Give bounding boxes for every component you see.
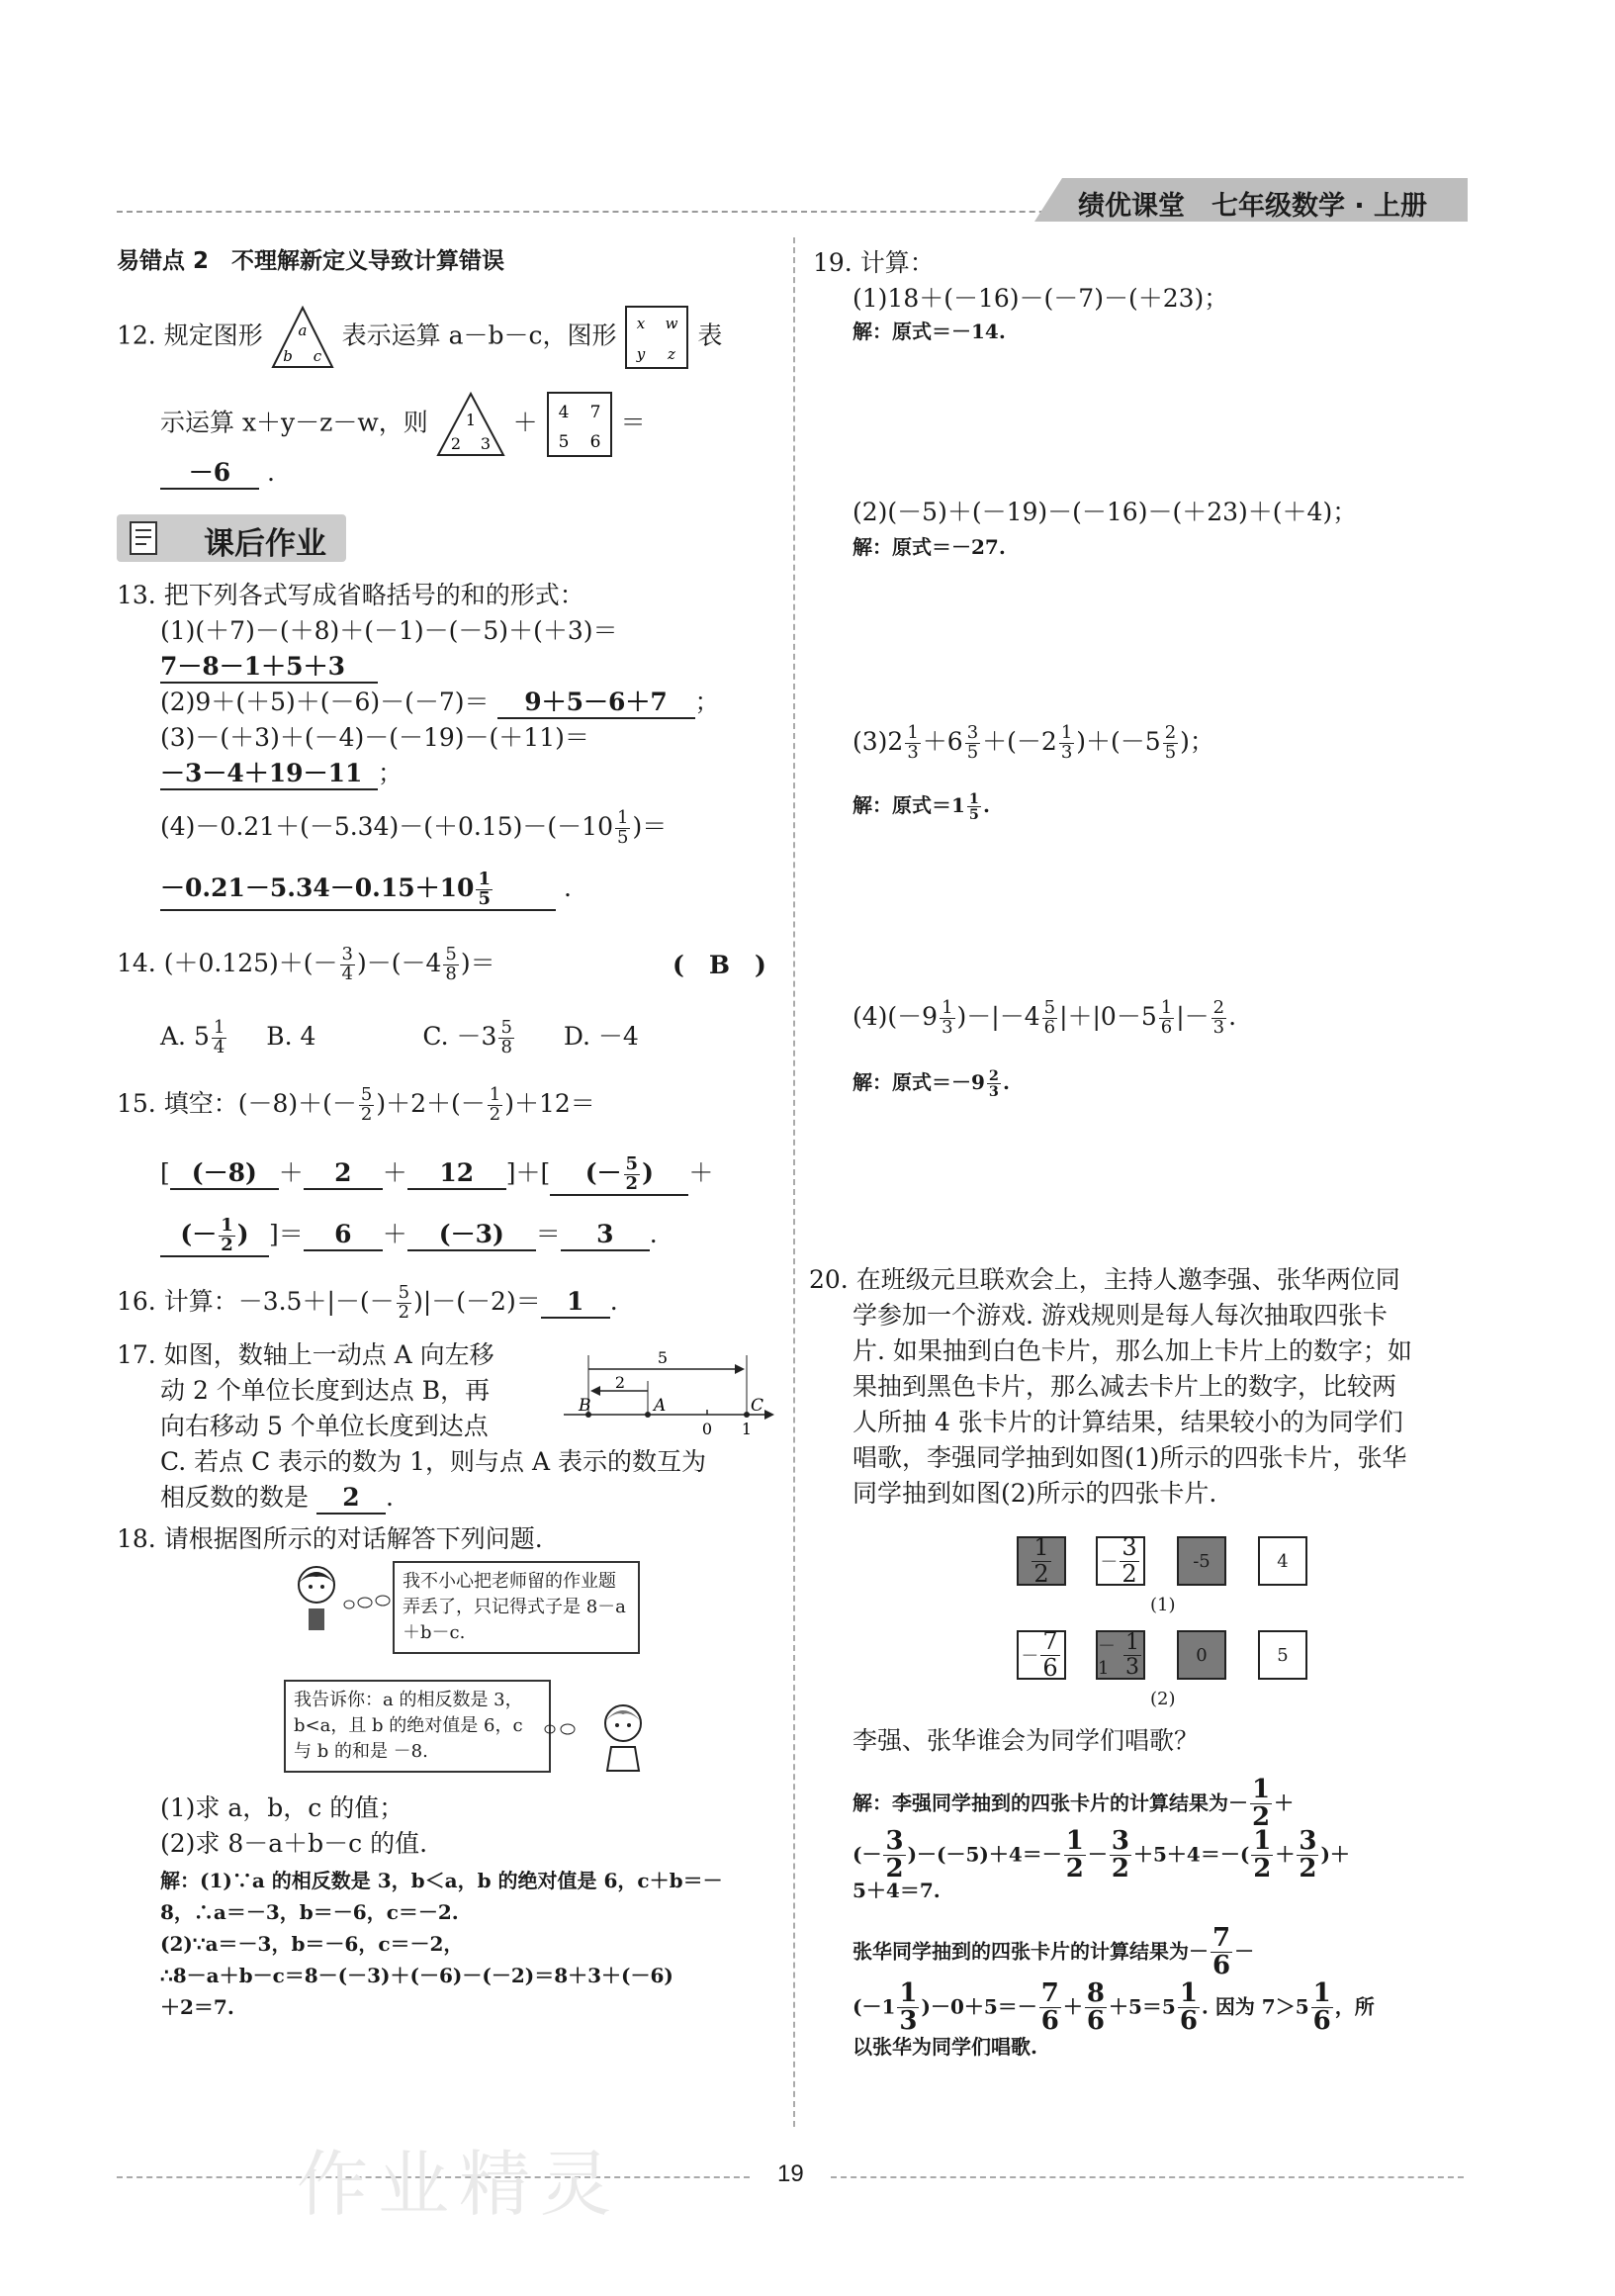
q12-line1: 12. 规定图形 a b c 表示运算 a－b－c，图形 x w y z 表 [117,305,722,370]
q20-sol-5: (－1 $\frac{1}{3}$ )－0＋5＝－ $\frac{7}{6}$ ＋ $\frac{8}{6}$ ＋5＝5 $\frac{1}{6}$ . 因为 7＞5 $\frac{1}{6}$ ，所 [852,1978,1375,2037]
q13-stem: 13. 把下列各式写成省略括号的和的形式： [117,581,584,609]
q13-a3: －3－4＋19－11 ； [160,758,403,790]
q13-a4: －0.21－5.34－0.15＋10 $\frac{1}{5}$ . [160,869,572,909]
q20-sol-1: 解：李强同学抽到的四张卡片的计算结果为－ $\frac{1}{2}$ ＋ [852,1775,1295,1833]
q15-stem: 15. 填空：(－8)＋(－ $\frac{5}{2}$ )＋2＋(－ $\frac{1}{2}$ )＋12＝ [117,1084,595,1125]
card-black-neg5: -5 [1177,1536,1226,1586]
q13-p3: (3)－(＋3)＋(－4)－(－19)－(＋11)＝ [160,723,589,752]
q20-l2: 学参加一个游戏. 游戏规则是每人每次抽取四张卡 [852,1301,1388,1330]
card-caption-1: (1) [1150,1595,1176,1615]
q19-stem: 19. 计算： [813,248,935,277]
svg-text:z: z [668,345,676,363]
q19-p3: (3)2 $\frac{1}{3}$ ＋6 $\frac{3}{5}$ ＋(－2 $\frac{1}{3}$ )＋(－5 $\frac{2}{5}$ )； [852,722,1214,763]
q20-sol-4: 张华同学抽到的四张卡片的计算结果为－ $\frac{7}{6}$ － [852,1923,1255,1981]
card-white-neg-three-halves: － 3 2 [1096,1536,1145,1586]
q20-sol-6: 以张华为同学们唱歌. [852,2035,1037,2059]
svg-text:x: x [637,315,646,332]
q19-p1: (1)18＋(－16)－(－7)－(＋23)； [852,284,1229,313]
svg-text:c: c [313,347,321,365]
thought-bubbles-icon-2 [544,1721,583,1737]
page-number: 19 [777,2160,804,2187]
q14-answer: ( B ) [673,951,766,979]
triangle-example-icon [436,392,505,457]
svg-text:1: 1 [465,411,476,429]
q17-l2: 动 2 个单位长度到达点 B，再 [160,1376,491,1405]
nl-label-a: A [654,1396,667,1416]
q19-p4: (4)(－9 $\frac{1}{3}$ )－|－4 $\frac{5}{6}$ |＋|0－5 $\frac{1}{6}$ |－ $\frac{2}{3}$ . [852,997,1237,1038]
q19-sol-1: 解：原式＝－14. [852,320,1006,343]
girl-icon [287,1563,346,1632]
q18-sol-5: ＋2＝7. [160,1995,234,2019]
q14-option-c[interactable]: C. －3 $\frac{5}{8}$ [422,1017,512,1057]
q19-sol-2: 解：原式＝－27. [852,535,1006,559]
q20-l7: 同学抽到如图(2)所示的四张卡片. [852,1479,1217,1508]
q15-fill2: (－ $\frac{1}{2}$ ) ]＝ 6 ＋ (－3) ＝ 3 . [160,1217,658,1257]
q13-p2: (2)9＋(＋5)＋(－6)－(－7)＝ 9＋5－6＋7 ； [160,687,720,719]
q17-l1: 17. 如图，数轴上一动点 A 向左移 [117,1340,494,1369]
q15-fill1: [ (－8) ＋ 2 ＋ 12 ]＋[ (－ $\frac{5}{2}$ ) ＋ [160,1153,714,1194]
q14-stem: 14. (＋0.125)＋(－ $\frac{3}{4}$ )－(－4 $\frac{5}{8}$ )＝ [117,944,495,984]
svg-text:2: 2 [450,434,461,453]
column-divider [793,237,795,2127]
number-line-figure [559,1345,776,1439]
q20-l4: 果抽到黑色卡片，那么减去卡片上的数字，比较两 [852,1372,1397,1401]
q20-sol-2: (－ $\frac{3}{2}$ )－(－5)＋4＝－ $\frac{1}{2}$ － $\frac{3}{2}$ ＋5＋4＝－( $\frac{1}{2}$ ＋ $\frac{3}{2}$ )＋ [852,1826,1350,1884]
notebook-icon [125,518,164,558]
header-title: 绩优课堂 七年级数学 · 上册 [1078,191,1428,222]
card-white-4: 4 [1258,1536,1307,1586]
dialog-bubble-1: 我不小心把老师留的作业题弄丢了，只记得式子是 8－a＋b－c. [393,1561,640,1654]
card-black-half: 1 2 [1017,1536,1066,1586]
q13-p4: (4)－0.21＋(－5.34)－(＋0.15)－(－10 $\frac{1}{5}$ )＝ [160,807,668,848]
nl-label-c: C [751,1396,764,1416]
q14-option-a[interactable]: A. 5 $\frac{1}{4}$ [160,1017,225,1057]
nl-label-0: 0 [701,1420,713,1438]
thought-bubbles-icon [341,1593,391,1612]
q20-question: 李强、张华谁会为同学们唱歌？ [852,1726,1200,1755]
homework-title: 课后作业 [204,526,326,562]
q19-sol-3: 解：原式＝1 $\frac{1}{5}$ . [852,790,990,824]
card-caption-2: (2) [1150,1689,1176,1709]
q18-sol-2: 8，∴a＝－3，b＝－6，c＝－2. [160,1900,459,1924]
watermark: 作业精灵 [297,2143,622,2226]
nl-label-2: 2 [614,1373,626,1392]
triangle-icon [271,306,334,369]
q17-l5: 相反数的数是 2 . [160,1482,394,1515]
footer-rule-right [831,2176,1464,2178]
q13-a1: 7－8－1＋5＋3 [160,651,378,684]
card-black-0: 0 [1177,1630,1226,1680]
q20-l1: 20. 在班级元旦联欢会上，主持人邀李强、张华两位同 [809,1265,1400,1294]
q18-sol-4: ∴8－a＋b－c＝8－(－3)＋(－6)－(－2)＝8＋3＋(－6) [160,1964,673,1987]
svg-text:3: 3 [480,434,491,453]
nl-label-b: B [579,1396,591,1416]
q17-l4: C. 若点 C 表示的数为 1，则与点 A 表示的数互为 [160,1447,706,1476]
q19-sol-4: 解：原式＝－9 $\frac{2}{3}$ . [852,1067,1010,1101]
svg-text:6: 6 [589,432,601,452]
nl-label-5: 5 [657,1348,669,1367]
q20-l6: 唱歌，李强同学抽到如图(1)所示的四张卡片，张华 [852,1443,1407,1472]
q18-sol-3: (2)∵a＝－3，b＝－6，c＝－2， [160,1932,464,1956]
square-icon [624,305,689,370]
q18-p1: (1)求 a，b，c 的值； [160,1793,404,1822]
q20-sol-3: 5＋4＝7. [852,1879,941,1902]
svg-text:y: y [637,345,646,363]
q12-answer: －6 . [160,457,275,490]
q14-option-d[interactable]: D. －4 [563,1021,639,1051]
q12-line2: 示运算 x＋y－z－w，则 1 2 3 ＋ 4 7 5 6 ＝ [160,391,646,458]
q20-l5: 人所抽 4 张卡片的计算结果，结果较小的为同学们 [852,1408,1403,1436]
svg-text:4: 4 [558,403,570,422]
square-example-icon [546,391,613,458]
q17-l3: 向右移动 5 个单位长度到达点 [160,1412,489,1440]
q18-stem: 18. 请根据图所示的对话解答下列问题. [117,1524,543,1553]
q18-p2: (2)求 8－a＋b－c 的值. [160,1829,428,1858]
q20-l3: 片. 如果抽到白色卡片，那么加上卡片上的数字；如 [852,1336,1412,1365]
q14-option-b[interactable]: B. 4 [266,1021,316,1051]
q14-options [160,1019,639,1057]
nl-label-1: 1 [741,1420,753,1438]
card-black-neg-one-third: －1 1 3 [1096,1630,1145,1680]
section-title: 易错点 2 不理解新定义导致计算错误 [117,248,505,274]
svg-text:5: 5 [558,432,570,452]
dialog-bubble-2: 我告诉你：a 的相反数是 3，b<a，且 b 的绝对值是 6，c 与 b 的和是 －8. [284,1680,551,1773]
card-white-5: 5 [1258,1630,1307,1680]
q18-sol-1: 解：(1)∵a 的相反数是 3，b＜a，b 的绝对值是 6，c＋b＝－ [160,1869,723,1892]
q16: 16. 计算：－3.5＋|－(－ $\frac{5}{2}$ )|－(－2)＝ 1 . [117,1282,618,1323]
q19-p2: (2)(－5)＋(－19)－(－16)－(＋23)＋(＋4)； [852,498,1358,526]
svg-text:b: b [282,347,293,365]
svg-text:a: a [298,321,308,339]
card-white-neg-seven-sixths: － 7 6 [1017,1630,1066,1680]
svg-text:7: 7 [589,403,601,422]
boy-icon [593,1699,653,1774]
svg-text:w: w [666,315,678,332]
q13-p1: (1)(＋7)－(＋8)＋(－1)－(－5)＋(＋3)＝ [160,616,618,645]
